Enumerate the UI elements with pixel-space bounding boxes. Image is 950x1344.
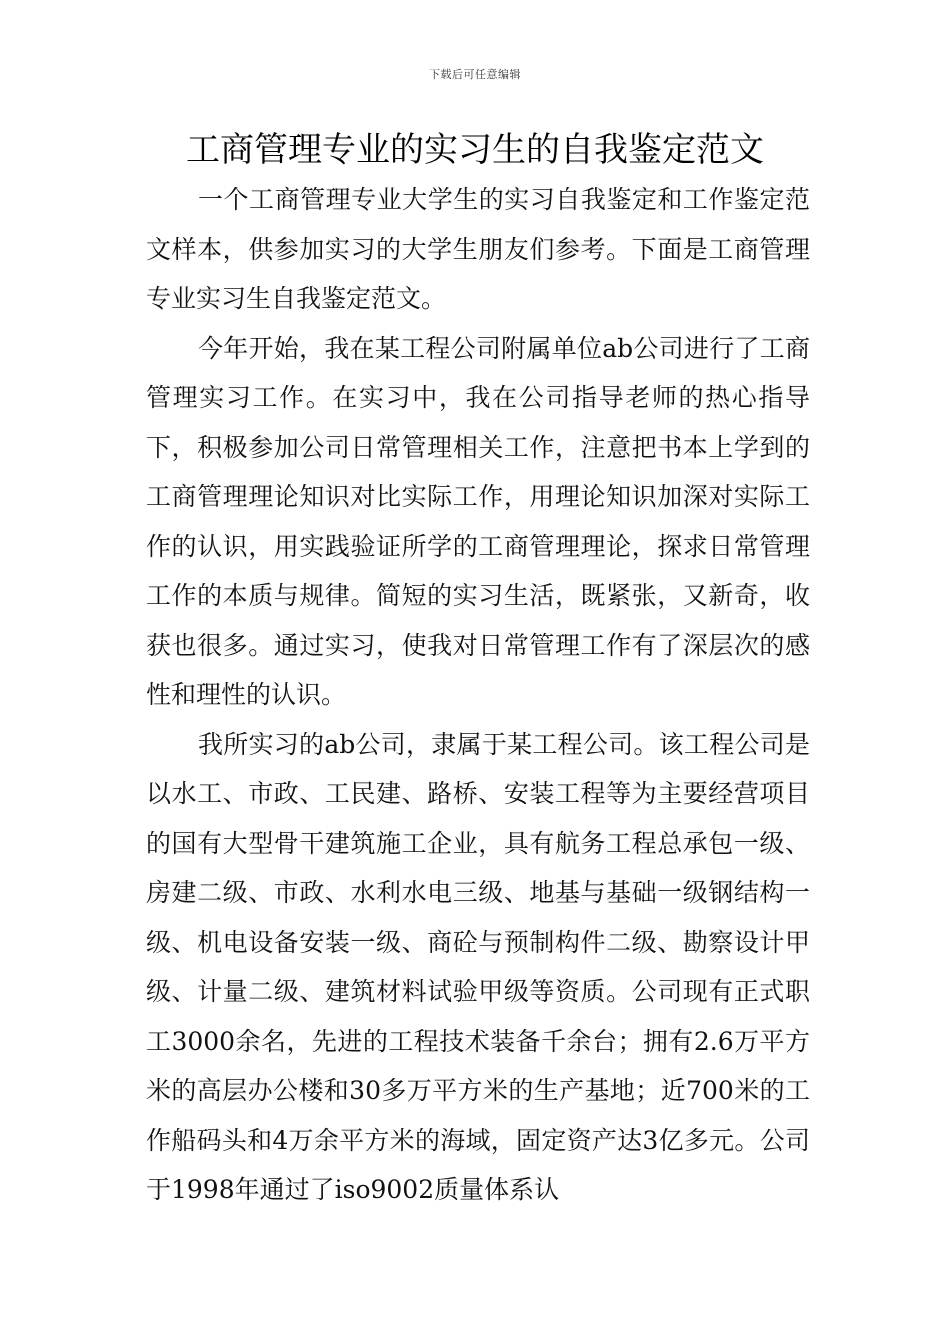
document-title: 工商管理专业的实习生的自我鉴定范文 xyxy=(186,130,764,170)
document-body xyxy=(146,175,810,1215)
header-note: 下载后可任意编辑 xyxy=(429,68,521,81)
paragraph-internship: 今年开始，我在某工程公司附属单位ab公司进行了工商管理实习工作。在实习中，我在公司指导老师的热心指导下，积极参加公司日常管理相关工作，注意把书本上学到的工商管理理论知识对比实际工作，用理论知识加深对实际工作的认识，用实践验证所学的工商管理理论，探求日常管理工作的本质与规律。简短的实习生活，既紧张，又新奇，收获也很多。通过实习，使我对日常管理工作有了深层次的感性和理性的认识。 xyxy=(146,333,810,709)
paragraph-company: 我所实习的ab公司，隶属于某工程公司。该工程公司是以水工、市政、工民建、路桥、安装工程等为主要经营项目的国有大型骨干建筑施工企业，具有航务工程总承包一级、房建二级、市政、水利水电三级、地基与基础一级钢结构一级、机电设备安装一级、商砼与预制构件二级、勘察设计甲级、计量二级、建筑材料试验甲级等资质。公司现有正式职工3000余名，先进的工程技术装备千余台；拥有2.6万平方米的高层办公楼和30多万平方米的生产基地；近700米的工作船码头和4万余平方米的海域，固定资产达3亿多元。公司于1998年通过了iso9002质量体系认 xyxy=(146,729,810,1204)
paragraph-intro: 一个工商管理专业大学生的实习自我鉴定和工作鉴定范文样本，供参加实习的大学生朋友们参考。下面是工商管理专业实习生自我鉴定范文。 xyxy=(146,185,810,313)
